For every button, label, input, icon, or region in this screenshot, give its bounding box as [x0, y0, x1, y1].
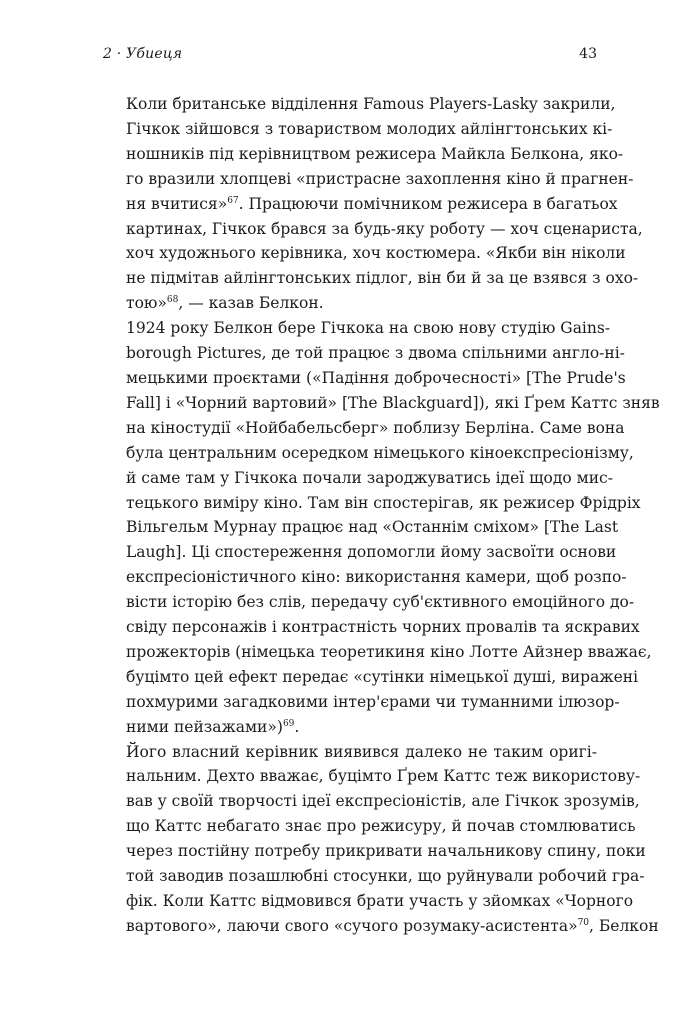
text-line: Laugh]. Ці спостереження допомогли йому засвоїти основи: [126, 543, 617, 562]
text-line: [103, 715, 597, 740]
text-line: й саме там у Гічкока почали зароджуватись ідеї щодо мис-: [126, 468, 613, 487]
text-line: буцімто цей ефект передає «сутінки німецької душі, виражені: [126, 667, 639, 686]
line-segment: . Працюючи помічником режисера в багатьох: [238, 194, 618, 213]
footnote-ref: 70: [577, 917, 590, 928]
chapter-title: 2 · Убиеця: [103, 46, 183, 62]
text-line: що Каттс небагато знає про режисуру, й почав стомлюватись: [126, 817, 636, 836]
text-line: тецького виміру кіно. Там він спостерігав, як режисер Фрідріх: [126, 493, 641, 512]
text-line: була центральним осередком німецького кіноекспресіонізму,: [126, 443, 634, 462]
text-line: нальним. Дехто вважає, буцімто Ґрем Каттс теж використову-: [126, 767, 641, 786]
text-line: [103, 914, 659, 939]
text-line: вісти історію без слів, передачу суб'єктивного емоційного до-: [126, 593, 635, 612]
line-segment: , Белкон: [589, 916, 659, 935]
paragraph: [103, 740, 659, 939]
text-line: через постійну потребу прикривати начальникову спину, поки: [126, 842, 646, 861]
body-text: [103, 92, 660, 939]
text-line: Fall] і «Чорний вартовий» [The Blackguard]), які Ґрем Каттс зняв: [126, 393, 660, 412]
text-line: 1924 року Белкон бере Гічкока на свою нову студію Gains-: [126, 319, 611, 338]
page-number: 43: [579, 46, 597, 62]
paragraph: [103, 316, 660, 739]
text-line: Гічкок зійшовся з товариством молодих айлінгтонських кі-: [126, 119, 613, 138]
running-head: [103, 46, 597, 66]
text-line: вав у своїй творчості ідеї експресіоністів, але Гічкок зрозумів,: [126, 792, 640, 811]
text-line: фік. Коли Каттс відмовився брати участь у зйомках «Чорного: [126, 892, 634, 910]
text-line: ношників під керівництвом режисера Майкла Белкона, яко-: [126, 144, 624, 163]
text-line: на кіностудії «Нойбабельсберг» поблизу Берліна. Саме вона: [126, 418, 625, 437]
text-line: прожекторів (німецька теоретикиня кіно Лотте Айзнер вважає,: [126, 642, 652, 661]
footnote-ref: 69: [282, 718, 295, 729]
text-line: мецькими проєктами («Падіння доброчесності» [The Prude's: [126, 368, 626, 387]
paragraph: [103, 92, 643, 316]
text-line: [103, 192, 618, 217]
line-segment: ними пейзажами»): [126, 717, 283, 736]
text-line: свіду персонажів і контрастність чорних провалів та яскравих: [126, 618, 640, 637]
text-line: хоч художнього керівника, хоч костюмера. «Якби він ніколи: [126, 244, 626, 263]
text-line: Вільгельм Мурнау працює над «Останнім сміхом» [The Last: [126, 518, 619, 537]
footnote-ref: 67: [227, 195, 239, 206]
line-segment: вартового», лаючи свого «сучого розумаку-асистента»: [126, 916, 578, 935]
line-segment: ня вчитися»: [126, 194, 228, 213]
text-line: [103, 291, 597, 316]
line-segment: .: [294, 717, 300, 736]
text-line: borough Pictures, де той працює з двома спільними англо-ні-: [126, 344, 625, 363]
text-line: го вразили хлопцеві «пристрасне захоплення кіно й прагнен-: [126, 169, 634, 188]
footnote-ref: 68: [166, 295, 179, 306]
line-segment: тою»: [126, 294, 167, 313]
text-line: той заводив позашлюбні стосунки, що руйнували робочий гра-: [126, 867, 645, 886]
text-line: картинах, Гічкок брався за будь-яку роботу — хоч сценариста,: [126, 219, 643, 238]
line-segment: , — казав Белкон.: [178, 294, 324, 313]
text-line: Коли британське відділення Famous Players-Lasky закрили,: [126, 95, 616, 113]
text-line: похмурими загадковими інтер'єрами чи туманними ілюзор-: [126, 692, 620, 711]
text-line: експресіоністичного кіно: використання камери, щоб розпо-: [126, 568, 627, 587]
text-line: Його власний керівник виявився далеко не таким оригі-: [126, 742, 597, 761]
text-line: не підмітав айлінгтонських підлог, він би й за це взявся з охо-: [126, 269, 639, 288]
